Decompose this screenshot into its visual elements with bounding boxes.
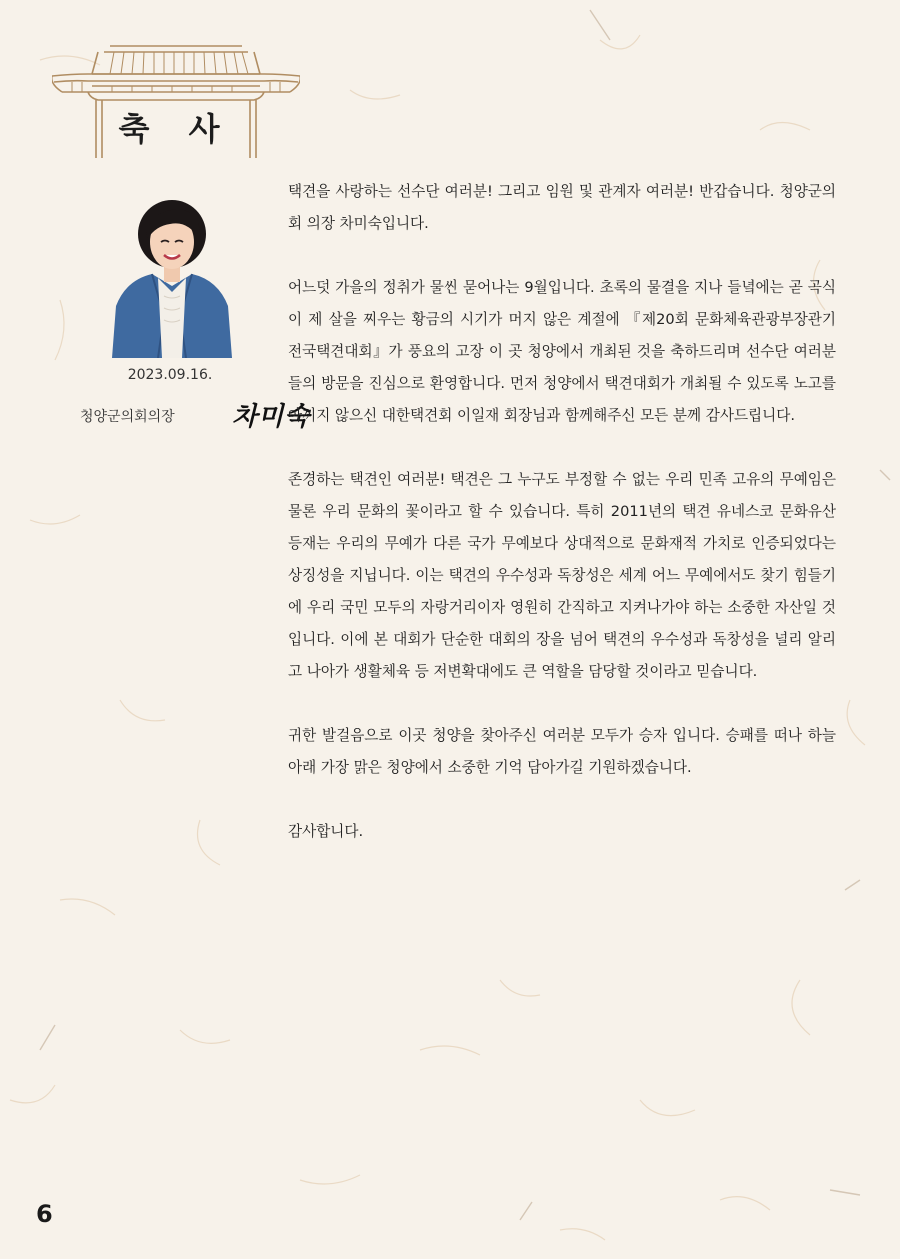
signature-name: 차미숙 [232,402,311,432]
page-title: 축 사 [118,110,234,148]
letter-paragraph: 존경하는 택견인 여러분! 택견은 그 누구도 부정할 수 없는 우리 민족 고유의 무예임은 물론 우리 문화의 꽃이라고 할 수 있습니다. 특히 2011년의 택견 유네스코 문화유산 등재는 우리의 무예가 다른 국가 무예보다 상대적으로 문화재적 가치로 인증되었다는 상징성을 지닙니다. 이는 택견의 우수성과 독창성은 세계 어느 무예에서도 찾기 힘들기에 우리 국민 모두의 자랑거리이자 영원히 간직하고 지켜나가야 하는 소중한 자산일 것입니다. 이에 본 대회가 단순한 대회의 장을 넘어 택견의 우수성과 독창성을 널리 알리고 나아가 생활체육 등 저변확대에도 큰 역할을 담당할 것이라고 믿습니다. [288,471,836,680]
signer-position: 청양군의회의장 [80,409,175,425]
portrait-photo [112,196,232,358]
letter-closing: 감사합니다. [288,823,364,840]
letter-paragraph: 택견을 사랑하는 선수단 여러분! 그리고 임원 및 관계자 여러분! 반갑습니다. 청양군의회 의장 차미숙입니다. [288,183,836,232]
congratulatory-letter [288,176,836,880]
letter-paragraph: 어느덧 가을의 정취가 물씬 묻어나는 9월입니다. 초록의 물결을 지나 들녘에는 곧 곡식이 제 살을 찌우는 황금의 시기가 머지 않은 계절에 『제20회 문화체육관광부장관기 전국택견대회』가 풍요의 고장 이 곳 청양에서 개최된 것을 축하드리며 선수단 여러분들의 방문을 진심으로 환영합니다. 먼저 청양에서 택견대회가 개최될 수 있도록 노고를 아끼지 않으신 대한택견회 이일재 회장님과 함께해주신 모든 분께 감사드립니다. [288,279,836,424]
page-number: 6 [36,1200,53,1228]
date-label: 2023.09.16. [127,367,213,383]
letter-paragraph: 귀한 발걸음으로 이곳 청양을 찾아주신 여러분 모두가 승자 입니다. 승패를 떠나 하늘 아래 가장 맑은 청양에서 소중한 기억 담아가길 기원하겠습니다. [288,727,836,776]
